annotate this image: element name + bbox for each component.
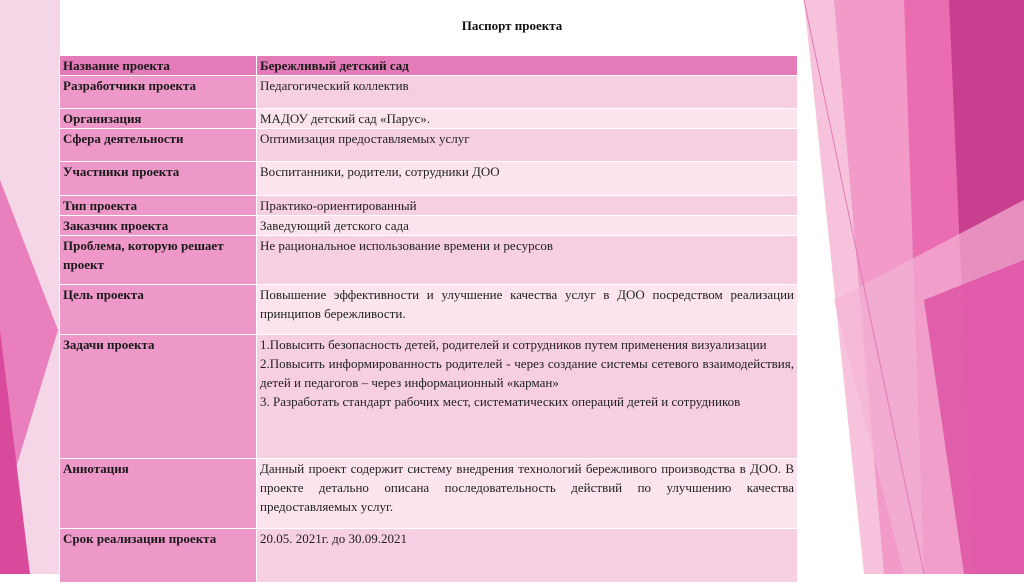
row-value: Педагогический коллектив xyxy=(257,76,798,109)
row-value: МАДОУ детский сад «Парус». xyxy=(257,109,798,129)
row-label: Сфера деятельности xyxy=(60,129,257,162)
task-item: 1.Повысить безопасность детей, родителей и сотрудников путем применения визуализации xyxy=(260,337,767,352)
row-value: 20.05. 2021г. до 30.09.2021 xyxy=(257,529,798,583)
row-value: Практико-ориентированный xyxy=(257,196,798,216)
table-row xyxy=(60,529,798,583)
table-row xyxy=(60,162,798,196)
row-label: Проблема, которую решает проект xyxy=(60,236,257,285)
page-title: Паспорт проекта xyxy=(461,18,563,33)
row-label: Разработчики проекта xyxy=(60,76,257,109)
row-value: Повышение эффективности и улучшение качества услуг в ДОО посредством реализации принципов бережливости. xyxy=(257,285,798,335)
table-row xyxy=(60,56,798,76)
row-value: Оптимизация предоставляемых услуг xyxy=(257,129,798,162)
row-value: Данный проект содержит систему внедрения технологий бережливого производства в ДОО. В проекте детально описана последовательность действий по улучшению качества предоставляемых услуг. xyxy=(257,459,798,529)
row-label: Тип проекта xyxy=(60,196,257,216)
row-label: Задачи проекта xyxy=(60,335,257,459)
table-row xyxy=(60,76,798,109)
row-value: Заведующий детского сада xyxy=(257,216,798,236)
row-value: Воспитанники, родители, сотрудники ДОО xyxy=(257,162,798,196)
table-row xyxy=(60,459,798,529)
task-item: 2.Повысить информированность родителей - через создание системы сетевого взаимодействия, детей и педагогов – через информационный «карман» xyxy=(260,356,794,390)
row-label: Заказчик проекта xyxy=(60,216,257,236)
table-row xyxy=(60,335,798,459)
row-value: Не рациональное использование времени и ресурсов xyxy=(257,236,798,285)
row-label: Срок реализации проекта xyxy=(60,529,257,583)
table-row xyxy=(60,196,798,216)
left-decor-shape xyxy=(0,0,60,574)
table-row xyxy=(60,216,798,236)
row-label: Аннотация xyxy=(60,459,257,529)
row-label: Организация xyxy=(60,109,257,129)
row-value: Бережливый детский сад xyxy=(257,56,798,76)
row-label: Название проекта xyxy=(60,56,257,76)
row-label: Участники проекта xyxy=(60,162,257,196)
project-passport-table xyxy=(59,55,798,583)
row-label: Цель проекта xyxy=(60,285,257,335)
row-value xyxy=(257,335,798,459)
right-decor-shape xyxy=(774,0,1024,574)
table-row xyxy=(60,285,798,335)
task-item: 3. Разработать стандарт рабочих мест, систематических операций детей и сотрудников xyxy=(260,394,741,409)
table-row xyxy=(60,129,798,162)
table-row xyxy=(60,109,798,129)
table-row xyxy=(60,236,798,285)
